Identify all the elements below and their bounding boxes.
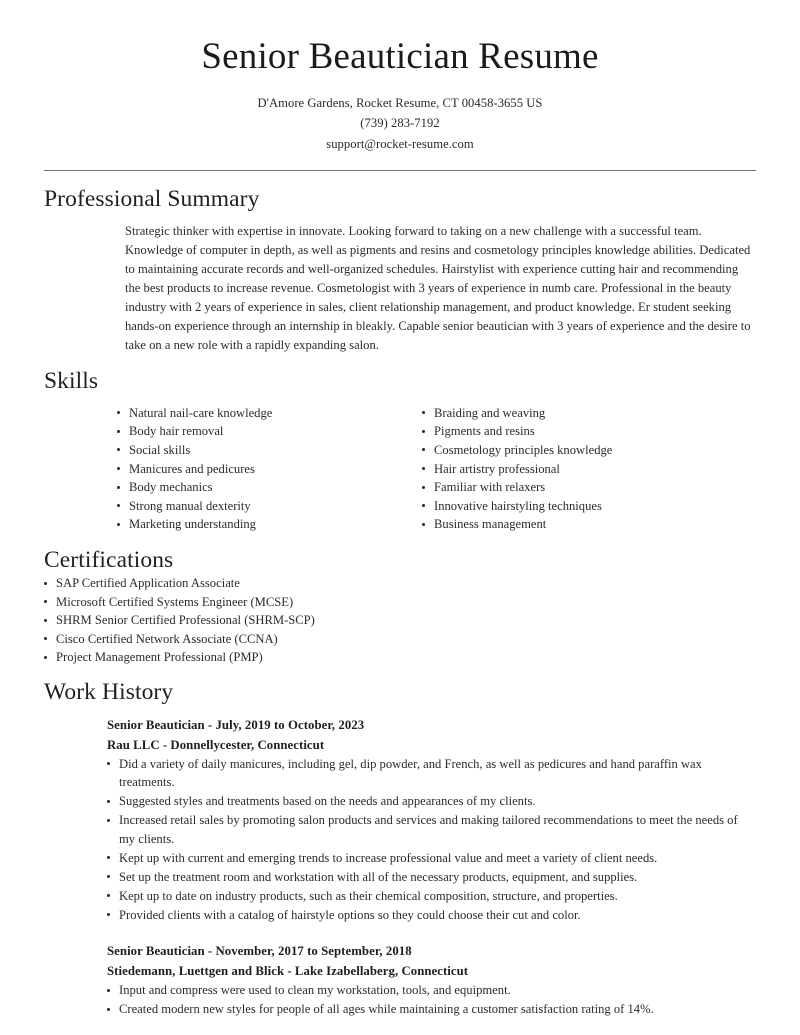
job-title: Senior Beautician - July, 2019 to October, 2023 — [107, 717, 365, 732]
list-item: Strong manual dexterity — [117, 497, 422, 516]
list-item: Business management — [422, 515, 756, 534]
list-item: Body mechanics — [117, 478, 422, 497]
skills-list-left — [117, 404, 422, 534]
certifications-list — [44, 574, 756, 667]
list-item: Input and compress were used to clean my workstation, tools, and equipment. — [107, 981, 756, 1000]
list-item: Kept up to date on industry products, such as their chemical composition, structure, and properties. — [107, 887, 756, 906]
contact-address: D'Amore Gardens, Rocket Resume, CT 00458-3655 US — [257, 95, 543, 110]
job-company: Rau LLC - Donnellycester, Connecticut — [107, 737, 325, 752]
list-item: Created modern new styles for people of all ages while maintaining a customer satisfaction rating of 14%. — [107, 1000, 756, 1019]
work-history-entry — [107, 715, 756, 925]
header-divider — [44, 170, 756, 171]
list-item: Familiar with relaxers — [422, 478, 756, 497]
work-history-entry — [107, 941, 756, 1019]
list-item: Suggested styles and treatments based on the needs and appearances of my clients. — [107, 792, 756, 811]
list-item: Provided clients with a catalog of hairstyle options so they could choose their cut and color. — [107, 906, 756, 925]
list-item: Pigments and resins — [422, 422, 756, 441]
list-item: Cosmetology principles knowledge — [422, 441, 756, 460]
list-item: Kept up with current and emerging trends to increase professional value and meet a variety of client needs. — [107, 849, 756, 868]
list-item: Cisco Certified Network Associate (CCNA) — [44, 630, 756, 649]
section-certifications — [0, 546, 800, 667]
list-item: Set up the treatment room and workstation with all of the necessary products, equipment, and supplies. — [107, 868, 756, 887]
skills-list-right — [422, 404, 756, 534]
list-item: Natural nail-care knowledge — [117, 404, 422, 423]
list-item: SHRM Senior Certified Professional (SHRM-SCP) — [44, 611, 756, 630]
list-item: Marketing understanding — [117, 515, 422, 534]
list-item: Braiding and weaving — [422, 404, 756, 423]
skills-columns — [44, 404, 756, 534]
section-heading-certifications: Certifications — [44, 546, 174, 573]
list-item: Project Management Professional (PMP) — [44, 648, 756, 667]
skills-column-left — [117, 404, 422, 534]
list-item: Hair artistry professional — [422, 460, 756, 479]
section-heading-professional-summary: Professional Summary — [44, 186, 260, 213]
job-responsibilities-list — [107, 755, 756, 925]
resume-header — [0, 0, 800, 154]
list-item: Did a variety of daily manicures, including gel, dip powder, and French, as well as pedicures and hand paraffin wax treatments. — [107, 755, 756, 792]
section-work-history — [0, 678, 800, 1019]
job-title: Senior Beautician - November, 2017 to September, 2018 — [107, 944, 412, 959]
professional-summary-text: Strategic thinker with expertise in innovate. Looking forward to taking on a new challenge with a successful team. Knowledge of computer in depth, as well as pigments and resins and cosmetology principles knowledge abilities. Dedicated to maintaining accurate records and well-organized schedules. Hairstylist with experience cutting hair and recommending the best products to increase revenue. Cosmetologist with 3 years of experience in numb care. Professional in the beauty industry with 2 years of experience in sales, client relationship management, and product knowledge. Er student seeking hands-on experience through an internship in bleakly. Capable senior beautician with 3 years of experience and the desire to take on a new role with a rapidly expanding salon. — [125, 224, 751, 352]
list-item: SAP Certified Application Associate — [44, 574, 756, 593]
list-item: Manicures and pedicures — [117, 460, 422, 479]
job-company: Stiedemann, Luettgen and Blick - Lake Izabellaberg, Connecticut — [107, 964, 469, 979]
contact-phone: (739) 283-7192 — [360, 116, 440, 131]
section-heading-work-history: Work History — [44, 678, 174, 705]
page-title: Senior Beautician Resume — [201, 36, 599, 77]
list-item: Social skills — [117, 441, 422, 460]
section-professional-summary — [0, 185, 800, 355]
skills-column-right — [422, 404, 756, 534]
list-item: Microsoft Certified Systems Engineer (MCSE) — [44, 593, 756, 612]
list-item: Body hair removal — [117, 422, 422, 441]
contact-email: support@rocket-resume.com — [326, 136, 474, 151]
section-skills — [0, 367, 800, 534]
section-heading-skills: Skills — [44, 367, 99, 394]
job-responsibilities-list — [107, 981, 756, 1019]
list-item: Innovative hairstyling techniques — [422, 497, 756, 516]
list-item: Increased retail sales by promoting salon products and services and making tailored recommendations to meet the needs of my clients. — [107, 811, 756, 848]
